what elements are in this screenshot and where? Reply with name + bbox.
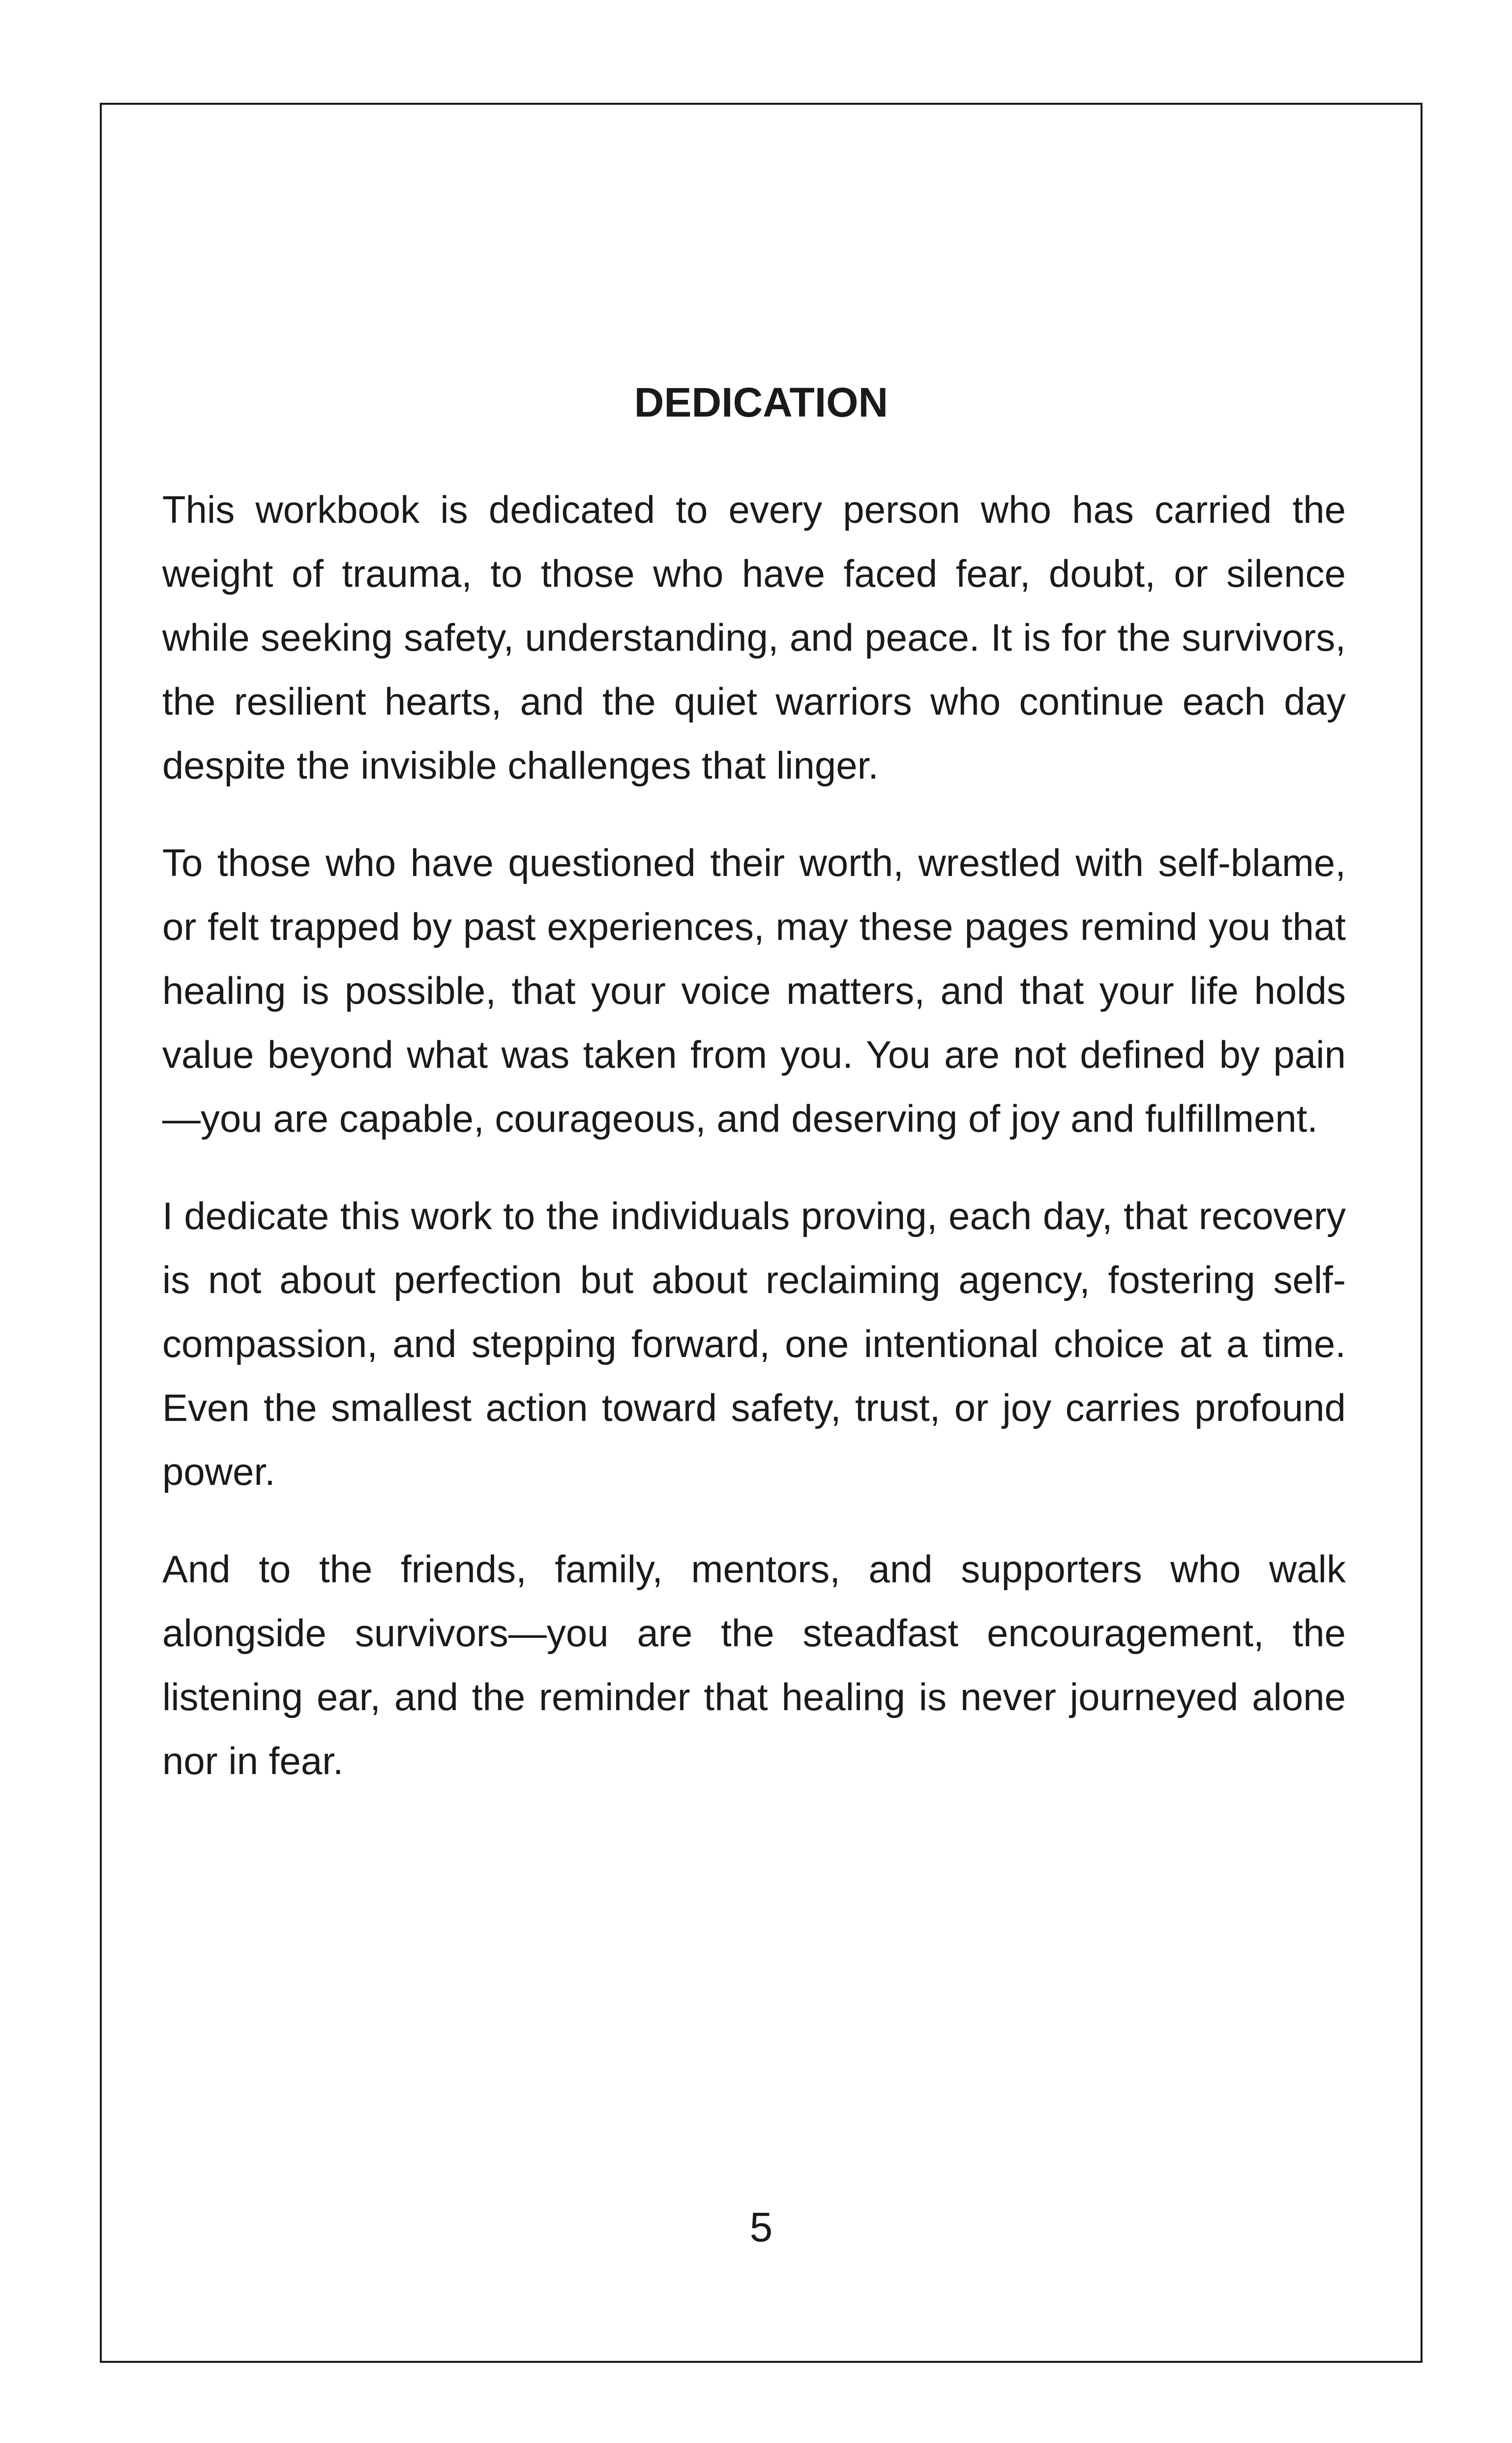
paragraph-4: And to the friends, family, mentors, and supporters who walk alongside survivors—you are the steadfast encouragement, the listening ear, and the reminder that healing is never journeyed alone nor in fear. <box>162 1547 1346 1782</box>
paragraph-1: This workbook is dedicated to every person who has carried the weight of trauma, to those who have faced fear, doubt, or silence while seeking safety, understanding, and peace. It is for the survivors, the resilient hearts, and the quiet warriors who continue each day despite the invisible challenges that linger. <box>162 488 1346 787</box>
page-title: DEDICATION <box>634 379 889 425</box>
paragraph-3: I dedicate this work to the individuals proving, each day, that recovery is not about perfection but about reclaiming agency, fostering self-compassion, and stepping forward, one intentional choice at a time. Even the smallest action toward safety, trust, or joy carries profound power. <box>162 1194 1346 1493</box>
page-frame <box>100 103 1423 2363</box>
page-number: 5 <box>749 2204 773 2250</box>
dedication-body <box>162 478 1346 1826</box>
paragraph-2: To those who have questioned their worth, wrestled with self-blame, or felt trapped by past experiences, may these pages remind you that healing is possible, that your voice matters, and that your life holds value beyond what was taken from you. You are not defined by pain—you are capable, courageous, and deserving of joy and fulfillment. <box>162 841 1346 1140</box>
